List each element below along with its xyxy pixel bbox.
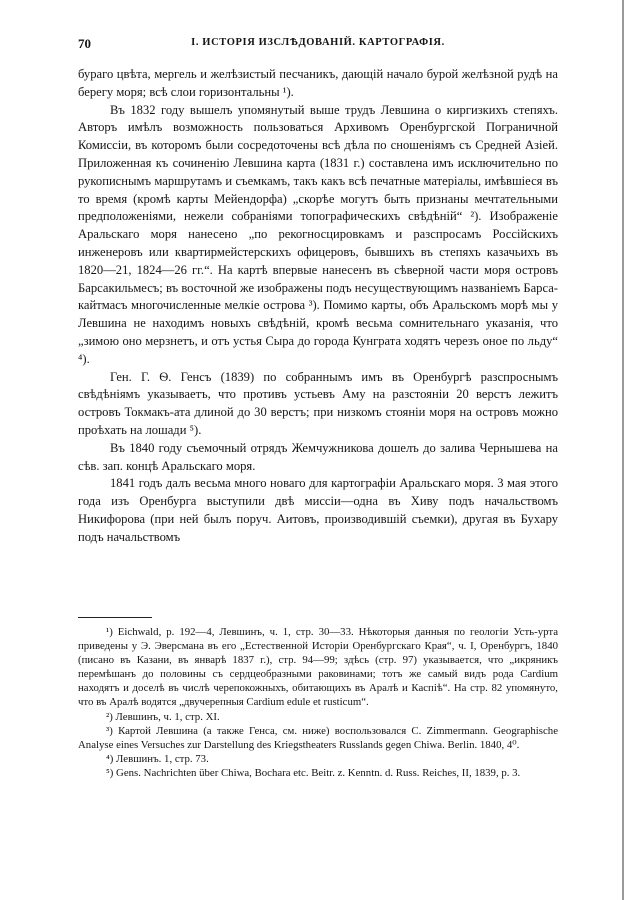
running-head: I. ИСТОРІЯ ИЗСЛѢДОВАНІЙ. КАРТОГРАФІЯ. (191, 37, 445, 48)
paragraph-zhemchuzhnikov: Въ 1840 году съемочный отрядъ Жемчужникова дошелъ до залива Чернышева на сѣв. зап. концѣ Аральскаго моря. (78, 440, 558, 473)
paragraph-1841: 1841 годъ далъ весьма много новаго для картографіи Аральскаго моря. 3 мая этого года изъ Оренбурга выступили двѣ миссіи—одна въ Хиву подъ начальствомъ Никифорова (при ней былъ поруч. Аитовъ, производившій съемки), другая въ Бухару подъ начальствомъ (78, 476, 558, 544)
footnote-4: ⁴) Левшинъ. 1, стр. 73. (106, 752, 209, 765)
page-number: 70 (78, 36, 91, 51)
footnote-3: ³) Картой Левшина (а также Генса, см. ниже) воспользовался C. Zimmermann. Geographische Analyse eines Versuches zur Darstellung des Kriegstheaters Russlands gegen Chiwa. Berlin. 1840, 4⁰. (78, 724, 558, 751)
paragraph-levshin: Въ 1832 году вышелъ упомянутый выше трудъ Левшина о киргизкихъ степяхъ. Авторъ имѣлъ возможность пользоваться Архивомъ Оренбургской Пограничной Комиссіи, въ которомъ были сосредоточены всѣ дѣла по сношеніямъ съ Средней Азіей. Приложенная къ сочиненію Левшина карта (1831 г.) составлена имъ исключительно по рукописнымъ маршрутамъ и съемкамъ, такъ какъ всѣ печатные матеріалы, имѣвшіеся въ то время (кромѣ карты Мейендорфа) „скорѣе могутъ быть признаны мечтательными предположеніями, нежели собраніями топографическихъ свѣдѣній“ ²). Изображеніе Аральскаго моря нанесено „по рекогносцировкамъ и разспросамъ Россійскихъ инженеровъ или квартирмейстерскихъ офицеровъ, бывшихъ въ степяхъ казачьихъ въ 1820—21, 1824—26 гг.“. На картѣ впервые нанесенъ въ сѣверной части моря островъ Барсакильмесъ; въ восточной же изображены подъ несуществующимъ названіемъ Барса-кайтмасъ многочисленные мелкіе острова ³). Помимо карты, объ Аральскомъ морѣ мы у Левшина не находимъ новыхъ свѣдѣній, кромѣ весьма сомнительнаго указанія, что „зимою оно мерзнетъ, и отъ устья Сыра до города Кунграта ходятъ черезъ оное по льду“ ⁴). (78, 102, 558, 366)
page-edge-rule (622, 0, 624, 900)
footnote-5: ⁵) Gens. Nachrichten über Chiwa, Bochara etc. Beitr. z. Kenntn. d. Russ. Reiches, II, 1839, p. 3. (106, 766, 521, 779)
body-text (78, 66, 558, 547)
footnote-1: ¹) Eichwald, p. 192—4, Левшинъ, ч. 1, стр. 30—33. Нѣкоторыя данныя по геологіи Усть-урта приведены у Э. Эверсмана въ его „Естественной Исторіи Оренбургскаго Края“, ч. I, Оренбургъ, 1840 (писано въ Казани, въ январѣ 1837 г.), стр. 94—99; здѣсь (стр. 97) указывается, что „икряникъ перемѣшанъ до половины съ сердцеобразными раковинами; тотъ же самый видъ рода Cardium находятъ и доселѣ въ числѣ черепокожныхъ, обитающихъ въ Аралѣ и Каспіѣ“. На стр. 82 упомянуто, что въ Аралѣ водятся „двучерепныя Cardium edule et rusticum“. (78, 626, 558, 709)
footnote-divider (78, 617, 152, 618)
footnote-2: ²) Левшинъ, ч. 1, стр. XI. (106, 710, 220, 723)
paragraph-gens: Ген. Г. Ѳ. Генсъ (1839) по собраннымъ имъ въ Оренбургѣ разспроснымъ свѣдѣніямъ указываетъ, что противъ устьевъ Аму на разстояніи 20 верстъ лежитъ островъ Токмакъ-ата длиной до 30 верстъ; при низкомъ стояніи моря на островъ можно проѣхать на лошади ⁵). (78, 369, 558, 437)
page-header (78, 36, 558, 56)
paragraph-continued: бураго цвѣта, мергель и желѣзистый песчаникъ, дающій начало бурой желѣзной рудѣ на берегу моря; всѣ слои горизонтальны ¹). (78, 67, 558, 99)
footnotes (78, 625, 558, 780)
